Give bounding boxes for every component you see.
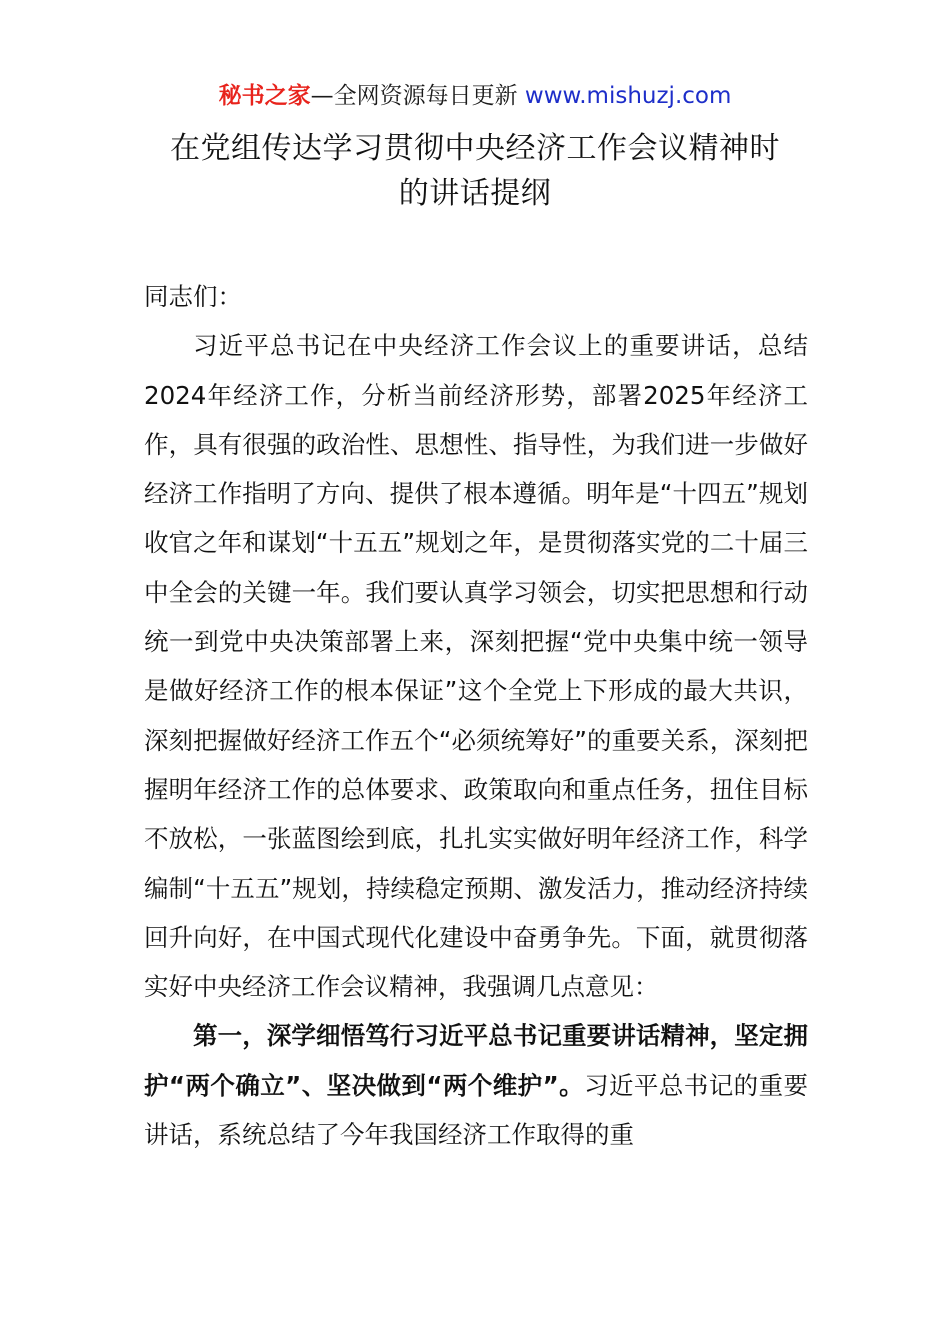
- paragraph-2-text: 习近平总书记的重要讲话，系统总结了今年我国经济工作取得的重: [144, 1070, 808, 1150]
- site-tagline: —全网资源每日更新: [310, 83, 518, 109]
- paragraph-1: 习近平总书记在中央经济工作会议上的重要讲话，总结2024年经济工作，分析当前经济形势，部署2025年经济工作，具有很强的政治性、思想性、指导性，为我们进一步做好经济工作指明了方向、提供了根本遵循。明年是“十四五”规划收官之年和谋划“十五五”规划之年，是贯彻落实党的二十届三中全会的关键一年。我们要认真学习领会，切实把思想和行动统一到党中央决策部署上来，深刻把握“党中央集中统一领导是做好经济工作的根本保证”这个全党上下形成的最大共识，深刻把握做好经济工作五个“必须统筹好”的重要关系，深刻把握明年经济工作的总体要求、政策取向和重点任务，扭住目标不放松，一张蓝图绘到底，扎扎实实做好明年经济工作，科学编制“十五五”规划，持续稳定预期、激发活力，推动经济持续回升向好，在中国式现代化建设中奋勇争先。下面，就贯彻落实好中央经济工作会议精神，我强调几点意见：: [144, 331, 808, 1002]
- salutation: 同志们：: [144, 282, 242, 311]
- paragraph-2: [144, 1011, 808, 1159]
- document-body: [144, 272, 808, 1159]
- paragraph-2-lead: 第一，深学细悟笃行习近平总书记重要讲话精神，坚定拥护“两个确立”、坚决做到“两个维护”。: [144, 1021, 808, 1100]
- site-brand: 秘书之家: [218, 83, 311, 109]
- document-title-line-2: 的讲话提纲: [398, 176, 552, 211]
- site-header: [0, 80, 950, 112]
- site-url-link[interactable]: www.mishuzj.com: [524, 83, 732, 109]
- document-title: [60, 126, 890, 216]
- document-title-line-1: 在党组传达学习贯彻中央经济工作会议精神时: [170, 131, 780, 166]
